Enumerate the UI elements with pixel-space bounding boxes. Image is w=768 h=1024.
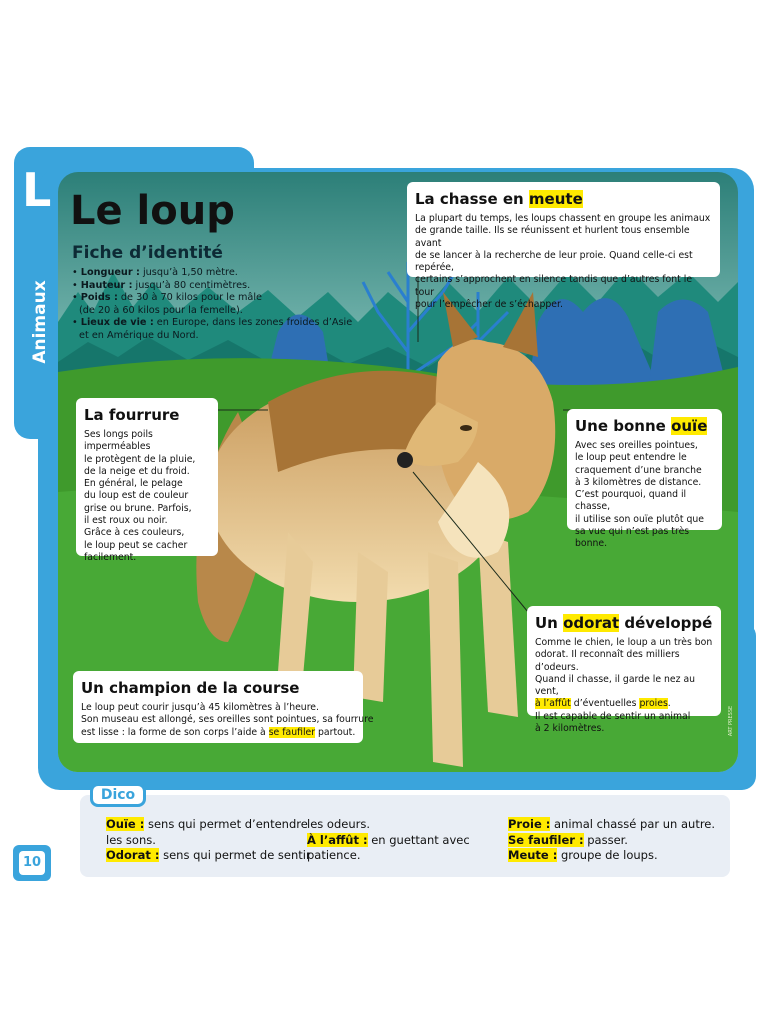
card-course: [73, 671, 374, 743]
card-text: Le loup peut courir jusqu’à 45 kilomètres à l’heure. Son museau est allongé, ses oreilles sont pointues, sa fourrure est lisse : la forme de son corps l’aide à se faufiler partout.: [81, 702, 374, 738]
fiche-item: • Lieux de vie : en Europe, dans les zones froides d’Asie: [72, 317, 353, 329]
page-title: Le loup: [70, 188, 235, 234]
card-ouie: [567, 409, 722, 550]
card-title: Un champion de la course: [81, 679, 300, 697]
card-title: La fourrure: [84, 406, 180, 424]
fiche-item: • Hauteur : jusqu’à 80 centimètres.: [72, 279, 251, 291]
card-title: La chasse en meute: [415, 190, 583, 208]
dico-column: les odeurs. À l’affût : en guettant avec patience.: [307, 817, 470, 862]
fiche-list: [72, 267, 382, 343]
page-number: 10: [13, 845, 51, 881]
image-credit: ART PRESSE: [728, 705, 735, 737]
card-text: Ses longs poils imperméables le protègent de la pluie, de la neige et du froid. En général, le pelage du loup est de couleur grise ou brune. Parfois, il est roux ou noir. Grâce à ces couleurs, le loup peut se cacher facilement.: [84, 429, 196, 563]
card-odorat: [527, 606, 721, 735]
dico-column: Proie : animal chassé par un autre. Se faufiler : passer. Meute : groupe de loups.: [508, 817, 716, 862]
dico-column: Ouïe : sens qui permet d’entendre les sons. Odorat : sens qui permet de sentir: [106, 817, 311, 862]
card-fourrure: [76, 398, 218, 563]
card-title: Une bonne ouïe: [575, 417, 708, 435]
fiche-item: • Poids : de 30 à 70 kilos pour le mâle: [72, 292, 263, 304]
fiche-item-cont: (de 20 à 60 kilos pour la femelle).: [79, 304, 243, 316]
card-text: Avec ses oreilles pointues, le loup peut entendre le craquement d’une branche à 3 kilomètres de distance. C’est pourquoi, quand il chasse, il utilise son ouïe plutôt que sa vue qui n’est pas très bonne.: [575, 440, 704, 550]
card-title: Un odorat développé: [535, 614, 713, 632]
card-text: Comme le chien, le loup a un très bon odorat. Il reconnaît des milliers d’odeurs. Quand il chasse, il garde le nez au vent, à l’affût d’éventuelles proies. Il est capable de sentir un animal à 2 kilomètres.: [535, 637, 713, 735]
dico-badge: Dico: [90, 783, 146, 807]
fiche-heading: Fiche d’identité: [72, 243, 223, 263]
section-title: Animaux: [30, 280, 50, 364]
card-chasse: [407, 182, 720, 311]
fiche-item: • Longueur : jusqu’à 1,50 mètre.: [72, 267, 238, 278]
card-text: La plupart du temps, les loups chassent en groupe les animaux de grande taille. Ils se réunissent et hurlent tous ensemble avant de se lancer à la recherche de leur proie. Quand celle-ci est repérée, certains s’approchent en silence tandis que d’autres font le tour pour l’empêcher de s’échapper.: [415, 213, 711, 311]
section-letter: L: [22, 163, 52, 217]
fiche-item-cont: et en Amérique du Nord.: [79, 329, 199, 341]
